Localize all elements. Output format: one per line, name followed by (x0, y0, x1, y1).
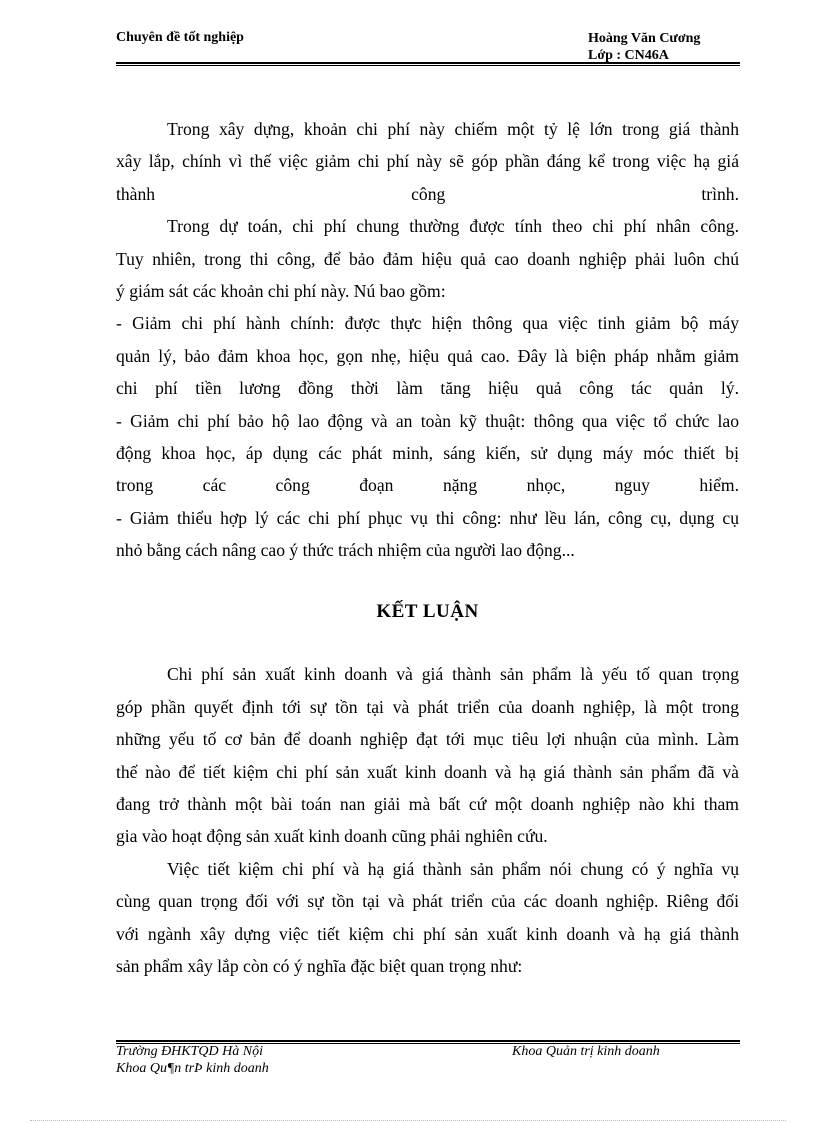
section-title: KẾT LUẬN (376, 601, 479, 623)
body-line: Trong xây dựng, khoản chi phí này chiếm một tỷ lệ lớn trong giá thành (167, 119, 739, 139)
body-line: gia vào hoạt động sản xuất kinh doanh cũng phải nghiên cứu. (116, 826, 548, 847)
header-document-type: Chuyên đề tốt nghiệp (116, 30, 244, 45)
header-rule-thin (116, 65, 740, 66)
footer-rule-thick (116, 1040, 740, 1042)
body-line: động khoa học, áp dụng các phát minh, sáng kiến, sử dụng máy móc thiết bị (116, 442, 739, 463)
body-line: sản phẩm xây lắp còn có ý nghĩa đặc biệt quan trọng như: (116, 955, 523, 976)
body-line: - Giảm chi phí bảo hộ lao động và an toàn kỹ thuật: thông qua việc tổ chức lao (116, 410, 739, 431)
body-line: Trong dự toán, chi phí chung thường được tính theo chi phí nhân công. (167, 216, 739, 237)
body-line: với ngành xây dựng việc tiết kiệm chi phí sản xuất kinh doanh và hạ giá thành (116, 923, 739, 944)
body-line: - Giảm thiểu hợp lý các chi phí phục vụ thi công: như lều lán, công cụ, dụng cụ (116, 507, 739, 528)
page-bottom-border (30, 1120, 786, 1121)
body-line: đang trở thành một bài toán nan giải mà bất cứ một doanh nghiệp nào khi tham (116, 794, 739, 815)
body-line: góp phần quyết định tới sự tồn tại và phát triển của doanh nghiệp, là một trong (116, 696, 739, 717)
body-line: Việc tiết kiệm chi phí và hạ giá thành sản phẩm nói chung có ý nghĩa vụ (167, 858, 739, 879)
footer-faculty-left: Khoa Qu¶n trÞ kinh doanh (116, 1061, 269, 1076)
body-line: nhỏ bằng cách nâng cao ý thức trách nhiệm của người lao động... (116, 540, 575, 561)
body-line: - Giảm chi phí hành chính: được thực hiện thông qua việc tinh giảm bộ máy (116, 313, 739, 334)
header-rule-thick (116, 62, 740, 64)
footer-faculty-right: Khoa Quản trị kinh doanh (512, 1044, 660, 1059)
body-line: trong các công đoạn nặng nhọc, nguy hiểm. (116, 475, 739, 496)
header-author-name: Hoàng Văn Cương (588, 31, 701, 46)
body-line: thành công trình. (116, 183, 739, 204)
body-line: Chi phí sản xuất kinh doanh và giá thành sản phẩm là yếu tố quan trọng (167, 664, 739, 685)
footer-university: Trường ĐHKTQD Hà Nội (116, 1044, 263, 1059)
header-class: Lớp : CN46A (588, 48, 669, 63)
section-gap (116, 632, 739, 658)
section-gap (116, 566, 739, 592)
header-author-block (588, 30, 700, 64)
body-line: cùng quan trọng đối với sự tồn tại và phát triển của các doanh nghiệp. Riêng đối (116, 891, 739, 912)
page-header (116, 30, 740, 68)
body-line: ý giám sát các khoản chi phí này. Nú bao gồm: (116, 280, 446, 301)
body-line: Tuy nhiên, trong thi công, để bảo đảm hiệu quả cao doanh nghiệp phải luôn chú (116, 248, 739, 269)
page-body (116, 113, 739, 982)
body-line: thế nào để tiết kiệm chi phí sản xuất kinh doanh và hạ giá thành sản phẩm đã và (116, 761, 739, 782)
body-line: những yếu tố cơ bản để doanh nghiệp đạt tới mục tiêu lợi nhuận của mình. Làm (116, 729, 739, 750)
body-line: xây lắp, chính vì thế việc giảm chi phí này sẽ góp phần đáng kể trong việc hạ giá (116, 151, 739, 172)
body-line: quản lý, bảo đảm khoa học, gọn nhẹ, hiệu quả cao. Đây là biện pháp nhằm giảm (116, 345, 739, 366)
body-line: chi phí tiền lương đồng thời làm tăng hiệu quả công tác quản lý. (116, 378, 739, 399)
